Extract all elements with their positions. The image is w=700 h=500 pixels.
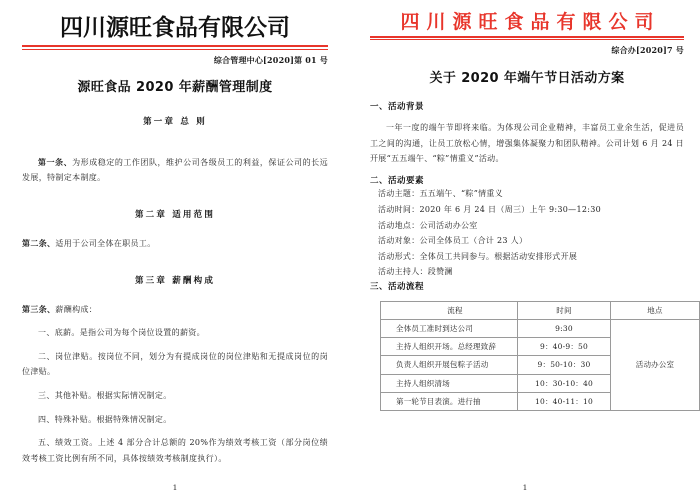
cell-flow-2: 主持人组织开场。总经理致辞	[381, 338, 518, 356]
left-chapter-heading-1: 第一章 总 则	[143, 116, 207, 127]
left-article-3-text: 薪酬构成：	[55, 304, 98, 314]
right-section-heading-1: 一、活动背景	[370, 102, 425, 113]
right-document-page	[350, 0, 700, 500]
left-article-3-lead: 第三条、	[22, 303, 56, 314]
left-company-name: 四川源旺食品有限公司	[60, 15, 290, 41]
cell-flow-5: 第一轮节目表演。进行抽	[381, 392, 518, 410]
cell-time-1: 9:30	[518, 320, 611, 338]
left-article-1	[22, 155, 328, 186]
left-article-3	[22, 302, 328, 318]
left-chapter-heading-2: 第二章 适用范围	[134, 209, 216, 220]
right-detail-time: 活动时间：2020 年 6 月 24 日（周三）上午 9:30—12:30	[378, 205, 602, 215]
left-list-item-1: 一、底薪。是指公司为每个岗位设置的薪资。	[38, 328, 205, 338]
right-document-title: 关于 2020 年端午节日活动方案	[429, 71, 625, 87]
cell-time-3: 9：50-10：30	[518, 356, 611, 374]
left-document-title: 源旺食品 2020 年薪酬管理制度	[77, 79, 273, 95]
right-section-heading-3: 三、活动流程	[370, 282, 425, 293]
right-detail-audience: 活动对象：公司全体员工（合计 23 人）	[378, 236, 528, 246]
left-letterhead-rule	[22, 45, 328, 50]
column-header-flow: 流程	[381, 302, 518, 320]
activity-schedule-table	[380, 301, 700, 411]
left-article-1-text: 为形成稳定的工作团队，维护公司各级员工的利益，保证公司的长远发展，特制定本制度。	[22, 157, 328, 183]
left-list-item-3: 三、其他补贴。根据实际情况制定。	[38, 390, 172, 400]
right-section-1-paragraph: 一年一度的端午节即将来临。为体现公司企业精神，丰富员工业余生活，促进员工之间的沟通，让员工放松心情，增强集体凝聚力和团队精神。公司计划 6 月 24 日开展“五五端午、“粽”情重义”活动。	[370, 123, 684, 164]
right-detail-theme: 活动主题：五五端午、“粽”情重义	[378, 189, 503, 199]
left-article-2-text: 适用于公司全体在职员工。	[55, 238, 156, 248]
left-chapter-heading-3: 第三章 薪酬构成	[134, 275, 216, 286]
left-article-1-lead: 第一条、	[38, 156, 73, 167]
column-header-location: 地点	[611, 302, 700, 320]
right-letterhead	[370, 12, 684, 40]
left-document-number: 综合管理中心[2020]第 01 号	[213, 54, 328, 65]
right-company-name: 四川源旺食品有限公司	[400, 11, 661, 33]
table-row	[381, 320, 700, 338]
left-article-2	[22, 236, 328, 252]
right-detail-host: 活动主持人：段赞澜	[378, 267, 453, 277]
column-header-time: 时间	[518, 302, 611, 320]
left-article-2-lead: 第二条、	[22, 237, 56, 248]
cell-time-4: 10：30-10：40	[518, 374, 611, 392]
table-header-row	[381, 302, 700, 320]
left-page-number: 1	[172, 483, 178, 492]
left-list-item-4: 四、特殊补贴。根据特殊情况制定。	[38, 414, 172, 424]
right-page-number: 1	[522, 483, 528, 492]
right-letterhead-rule	[370, 36, 684, 41]
right-section-heading-2: 二、活动要素	[370, 176, 425, 187]
right-detail-format: 活动形式：全体员工共同参与。根据活动安排形式开展	[378, 251, 578, 261]
cell-time-5: 10：40-11：10	[518, 392, 611, 410]
cell-flow-1: 全体员工准时到达公司	[381, 320, 518, 338]
cell-location-merged: 活动办公室	[611, 320, 700, 411]
cell-flow-4: 主持人组织清场	[381, 374, 518, 392]
cell-flow-3: 负责人组织开展包粽子活动	[381, 356, 518, 374]
left-letterhead	[22, 16, 328, 50]
left-list-item-2: 二、岗位津贴。按岗位不同，划分为有提成岗位的岗位津贴和无提成岗位的岗位津贴。	[22, 351, 328, 377]
right-detail-location: 活动地点：公司活动办公室	[378, 220, 478, 230]
cell-time-2: 9：40-9：50	[518, 338, 611, 356]
right-document-number: 综合办[2020]7 号	[611, 45, 684, 56]
left-list-item-5: 五、绩效工资。上述 4 部分合计总额的 20%作为绩效考核工资（部分岗位绩效考核工资比例有所不同，具体按绩效考核制度执行）。	[22, 438, 328, 463]
